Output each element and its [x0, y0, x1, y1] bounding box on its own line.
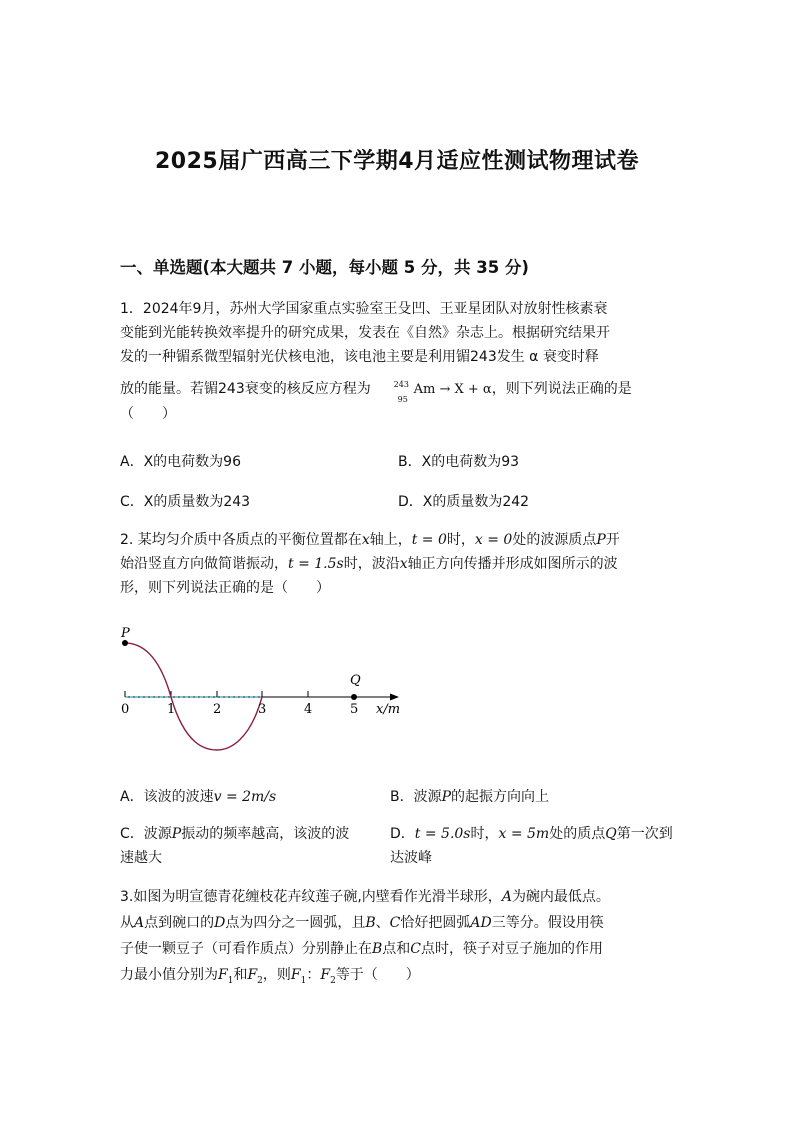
var-c: C	[389, 915, 401, 931]
q3-text: 点和	[382, 941, 411, 957]
var-a: A	[501, 889, 512, 905]
label-p: P	[121, 626, 130, 641]
q2-option-d[interactable]	[390, 822, 685, 870]
q1-line-3: 发的一种镅系微型辐射光伏核电池，该电池主要是利用镅243发生 α 衰变时释	[120, 349, 599, 365]
var-a: A	[134, 915, 145, 931]
q2-line-2	[120, 552, 680, 576]
q1-line-4-text: 放的能量。若镅243衰变的核反应方程为	[120, 381, 371, 397]
q1-option-b[interactable]: B．X的电荷数为93	[398, 454, 520, 470]
var-x: x	[361, 532, 370, 548]
tick-label-2: 2	[213, 702, 222, 717]
q2-option-d-text: 时，	[470, 826, 499, 842]
q2-option-d-text: 处的质点	[549, 826, 606, 842]
q1-line-2: 变能到光能转换效率提升的研究成果，发表在《自然》杂志上。根据研究结果开	[120, 325, 610, 341]
q2-option-d-text: 达波峰	[390, 850, 432, 866]
q2-option-d-text: 第一次到	[616, 826, 673, 842]
q1-line-4-tail: ，则下列说法正确的是	[491, 381, 632, 397]
position-value: x = 5m	[498, 826, 550, 842]
q3-text: ，则	[262, 967, 291, 983]
q1-option-c[interactable]: C．X的质量数为243	[120, 494, 251, 510]
subscript: 2	[257, 975, 263, 986]
q2-text: 轴正方向传播并形成如图所示的波	[407, 556, 618, 572]
label-q: Q	[350, 673, 361, 688]
position-zero: x = 0	[474, 532, 513, 548]
force-f2: F	[247, 967, 258, 983]
force-f1: F	[290, 967, 301, 983]
q3-text: 为碗内最低点。	[511, 889, 610, 905]
subscript: 1	[300, 975, 307, 986]
wave-speed: v = 2m/s	[213, 789, 277, 805]
var-b: B	[372, 941, 383, 957]
charge-number: 95	[397, 395, 408, 404]
q2-option-c-text: 振动的频率越高，该波的波	[181, 826, 350, 842]
q3-text: 点为四分之一圆弧，且	[225, 915, 366, 931]
question-2	[120, 528, 680, 600]
ratio-colon: ：	[306, 967, 321, 983]
q2-option-c-text: 速越大	[120, 850, 162, 866]
q2-text: 时，	[446, 532, 475, 548]
q2-option-b-text: B．波源	[390, 789, 442, 805]
q2-text: 轴上，	[369, 532, 412, 548]
q2-option-b-text: 的起振方向向上	[451, 789, 550, 805]
time-zero: t = 0	[411, 532, 447, 548]
tick-label-4: 4	[304, 702, 313, 717]
q2-option-d-text: D．	[390, 826, 415, 842]
var-p: P	[441, 789, 452, 805]
q3-text: 和	[233, 967, 248, 983]
tick-label-0: 0	[121, 702, 130, 717]
subscript: 1	[227, 975, 234, 986]
q1-line-4	[120, 377, 680, 402]
question-1	[120, 297, 680, 426]
q2-option-b[interactable]	[390, 785, 549, 809]
q3-text: 力最小值分别为	[120, 967, 218, 983]
q2-text: 时，波沿	[343, 556, 400, 572]
var-p: P	[596, 532, 606, 548]
var-c: C	[410, 941, 422, 957]
q2-text: 处的波源质点	[512, 532, 597, 548]
q3-text: 3.如图为明宣德青花缠枝花卉纹莲子碗,内壁看作光滑半球形，	[120, 889, 502, 905]
page-title: 2025届广西高三下学期4月适应性测试物理试卷	[154, 149, 640, 174]
q3-text: 恰好把圆弧	[400, 915, 471, 931]
q3-text: 等于（ ）	[335, 967, 420, 983]
axis-label-x: x/m	[376, 702, 401, 717]
var-b: B	[365, 915, 376, 931]
wave-figure	[110, 620, 410, 760]
q2-text: 2. 某均匀介质中各质点的平衡位置都在	[120, 532, 362, 548]
x-axis-arrow	[390, 694, 399, 701]
q3-text: 子使一颗豆子（可看作质点）分别静止在	[120, 941, 372, 957]
arc-ad: AD	[470, 915, 492, 931]
q2-text: 始沿竖直方向做简谐振动，	[120, 556, 288, 572]
q2-line-1	[120, 528, 680, 552]
q2-option-a[interactable]	[120, 785, 276, 809]
q3-line-3	[120, 936, 690, 962]
time-value: t = 5.0s	[414, 826, 471, 842]
q3-text: 、	[375, 915, 390, 931]
var-d: D	[214, 915, 226, 931]
tick-label-5: 5	[350, 702, 359, 717]
force-f2: F	[320, 967, 331, 983]
tick-label-3: 3	[258, 702, 267, 717]
q2-option-a-text: A．该波的波速	[120, 789, 214, 805]
subscript: 2	[330, 975, 336, 986]
q2-option-c[interactable]	[120, 822, 385, 870]
reaction-equation: Am → X + α	[413, 382, 492, 397]
q3-line-4	[120, 962, 690, 994]
q1-option-d[interactable]: D．X的质量数为242	[398, 494, 530, 510]
mass-number: 243	[393, 380, 409, 389]
q1-option-a[interactable]: A．X的电荷数为96	[120, 454, 241, 470]
q3-text: 点到碗口的	[144, 915, 215, 931]
time-value: t = 1.5s	[288, 556, 344, 572]
point-q	[351, 694, 357, 700]
var-q: Q	[605, 826, 617, 842]
var-p: P	[171, 826, 182, 842]
q3-line-2	[120, 910, 690, 936]
tick-label-1: 1	[167, 702, 176, 717]
q3-line-1	[120, 884, 690, 910]
q2-line-3: 形，则下列说法正确的是（ ）	[120, 580, 330, 596]
force-f1: F	[218, 967, 228, 983]
q3-text: 从	[120, 915, 134, 931]
q2-text: 开	[605, 532, 620, 548]
nuclide-notation	[392, 379, 414, 404]
q2-option-c-text: C．波源	[120, 826, 172, 842]
q3-text: 点时，筷子对豆子施加的作用	[421, 941, 604, 957]
q1-line-1: 1．2024年9月，苏州大学国家重点实验室王殳凹、王亚星团队对放射性核素衰	[120, 301, 608, 317]
q3-text: 三等分。假设用筷	[491, 915, 604, 931]
q1-line-5: （ ）	[120, 406, 176, 422]
question-3	[120, 884, 690, 994]
var-x: x	[399, 556, 408, 572]
section-heading: 一、单选题(本大题共 7 小题，每小题 5 分，共 35 分)	[120, 258, 529, 277]
